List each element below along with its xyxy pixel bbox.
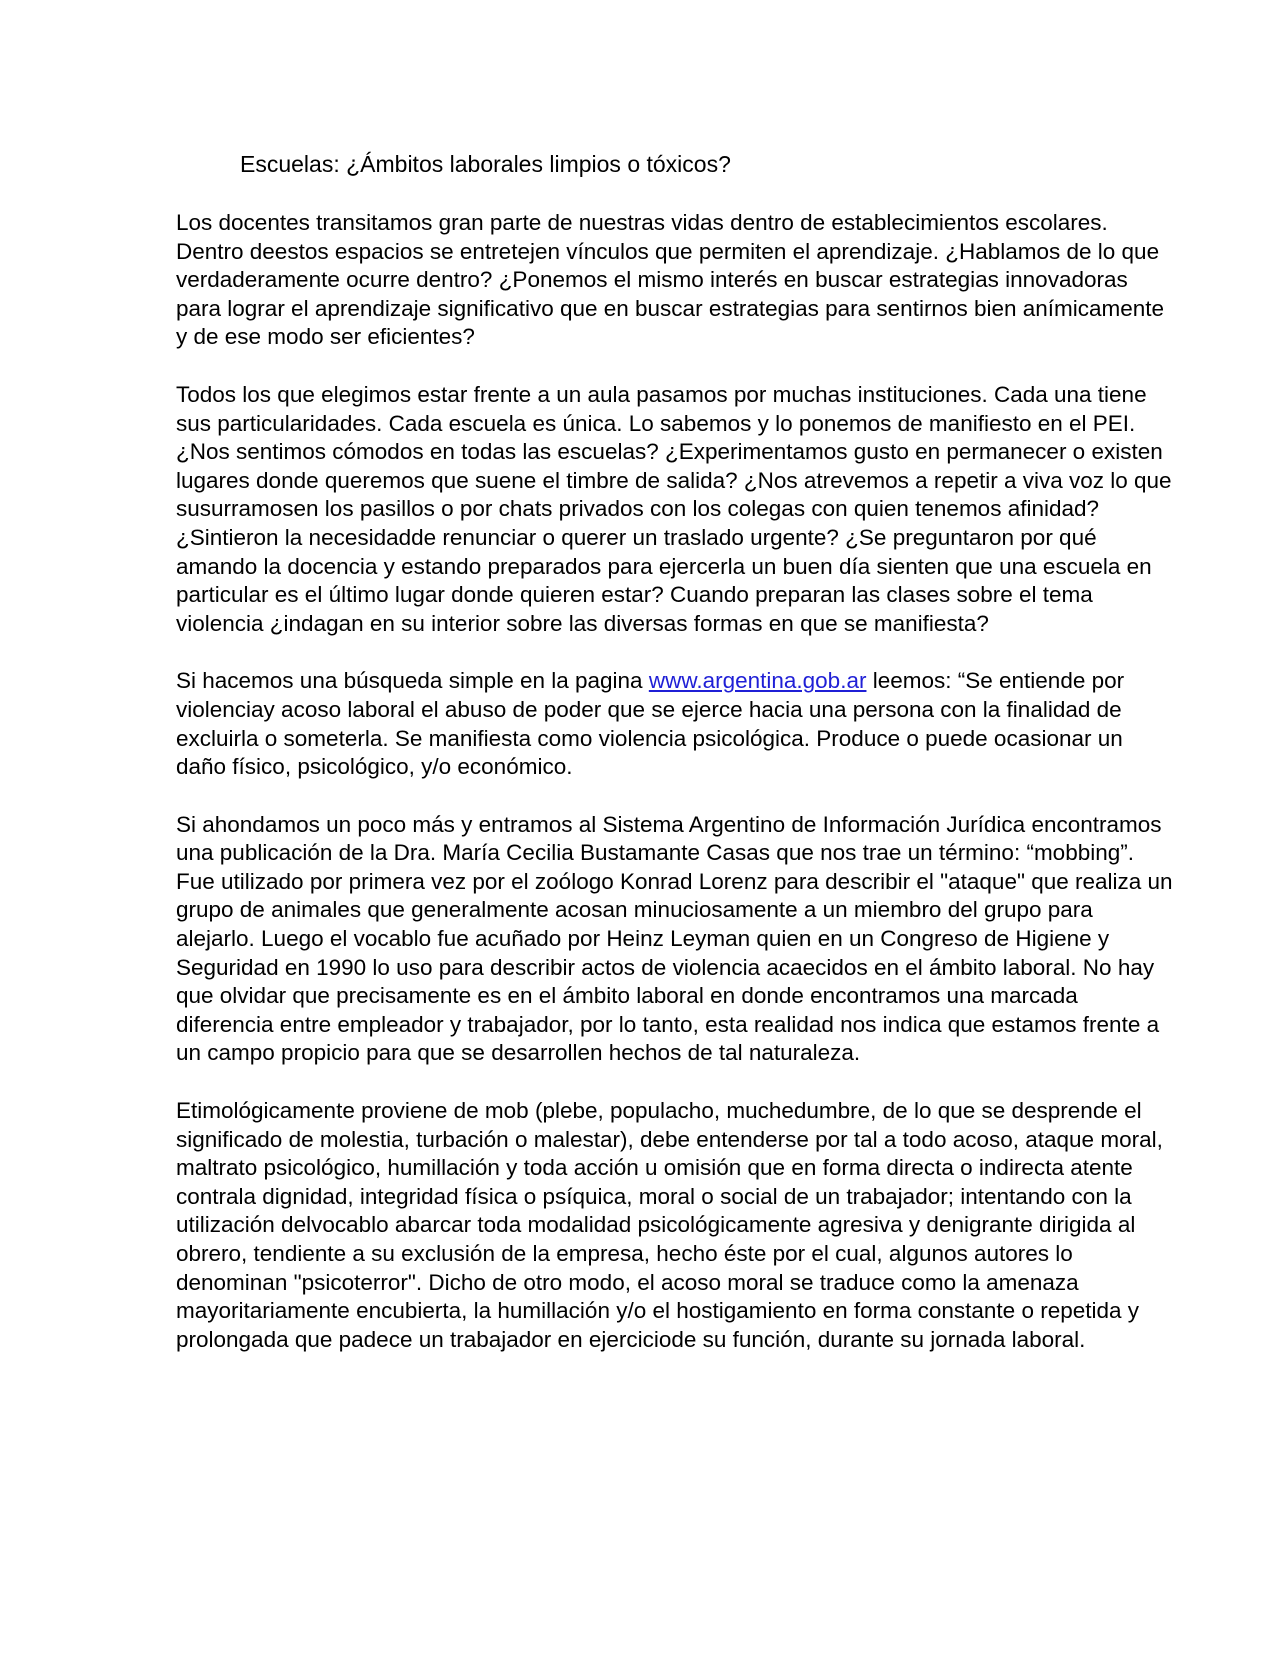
document-title: Escuelas: ¿Ámbitos laborales limpios o tóxicos?	[240, 151, 731, 177]
paragraph-mobbing: Si ahondamos un poco más y entramos al Sistema Argentino de Información Jurídica encontramos una publicación de la Dra. María Cecilia Bustamante Casas que nos trae un término: “mobbing”. Fue utilizado por primera vez por el zoólogo Konrad Lorenz para describir el "ataque" que realiza un grupo de animales que generalmente acosan minuciosamente a un miembro del grupo para alejarlo. Luego el vocablo fue acuñado por Heinz Leyman quien en un Congreso de Higiene y Seguridad en 1990 lo uso para describir actos de violencia acaecidos en el ámbito laboral. No hay que olvidar que precisamente es en el ámbito laboral en donde encontramos una marcada diferencia entre empleador y trabajador, por lo tanto, esta realidad nos indica que estamos frente a un campo propicio para que se desarrollen hechos de tal naturaleza.	[176, 811, 1173, 1066]
argentina-gob-link[interactable]: www.argentina.gob.ar	[648, 668, 867, 694]
paragraph-etymology: Etimológicamente proviene de mob (plebe, populacho, muchedumbre, de lo que se desprende el significado de molestia, turbación o malestar), debe entenderse por tal a todo acoso, ataque moral, maltrato psicológico, humillación y toda acción u omisión que en forma directa o indirecta atente contrala dignidad, integridad física o psíquica, moral o social de un trabajador; intentando con la utilización delvocablo abarcar toda modalidad psicológicamente agresiva y denigrante dirigida al obrero, tendiente a su exclusión de la empresa, hecho éste por el cual, algunos autores lo denominan "psicoterror". Dicho de otro modo, el acoso moral se traduce como la amenaza mayoritariamente encubierta, la humillación y/o el hostigamiento en forma constante o repetida y prolongada que padece un trabajador en ejerciciode su función, durante su jornada laboral.	[176, 1098, 1163, 1352]
paragraph-definition	[176, 667, 1176, 781]
paragraph-questions: Todos los que elegimos estar frente a un aula pasamos por muchas instituciones. Cada una tiene sus particularidades. Cada escuela es única. Lo sabemos y lo ponemos de manifiesto en el PEI. ¿Nos sentimos cómodos en todas las escuelas? ¿Experimentamos gusto en permanecer o existen lugares donde queremos que suene el timbre de salida? ¿Nos atrevemos a repetir a viva voz lo que susurramosen los pasillos o por chats privados con los colegas con quien tenemos afinidad? ¿Sintieron la necesidadde renunciar o querer un traslado urgente? ¿Se preguntaron por qué amando la docencia y estando preparados para ejercerla un buen día sienten que una escuela en particular es el último lugar donde quieren estar? Cuando preparan las clases sobre el tema violencia ¿indagan en su interior sobre las diversas formas en que se manifiesta?	[176, 381, 1172, 636]
paragraph-definition-rest: leemos: “Se entiende por violenciay acoso laboral el abuso de poder que se ejerce hacia una persona con la finalidad de excluirla o someterla. Se manifiesta como violencia psicológica. Produce o puede ocasionar un daño físico, psicológico, y/o económico.	[176, 668, 1125, 780]
paragraph-definition-lead: Si hacemos una búsqueda simple en la pagina	[176, 668, 649, 694]
document-body	[176, 150, 1176, 1354]
paragraph-intro: Los docentes transitamos gran parte de nuestras vidas dentro de establecimientos escolares. Dentro deestos espacios se entretejen vínculos que permiten el aprendizaje. ¿Hablamos de lo que verdaderamente ocurre dentro? ¿Ponemos el mismo interés en buscar estrategias innovadoras para lograr el aprendizaje significativo que en buscar estrategias para sentirnos bien anímicamente y de ese modo ser eficientes?	[176, 210, 1165, 350]
